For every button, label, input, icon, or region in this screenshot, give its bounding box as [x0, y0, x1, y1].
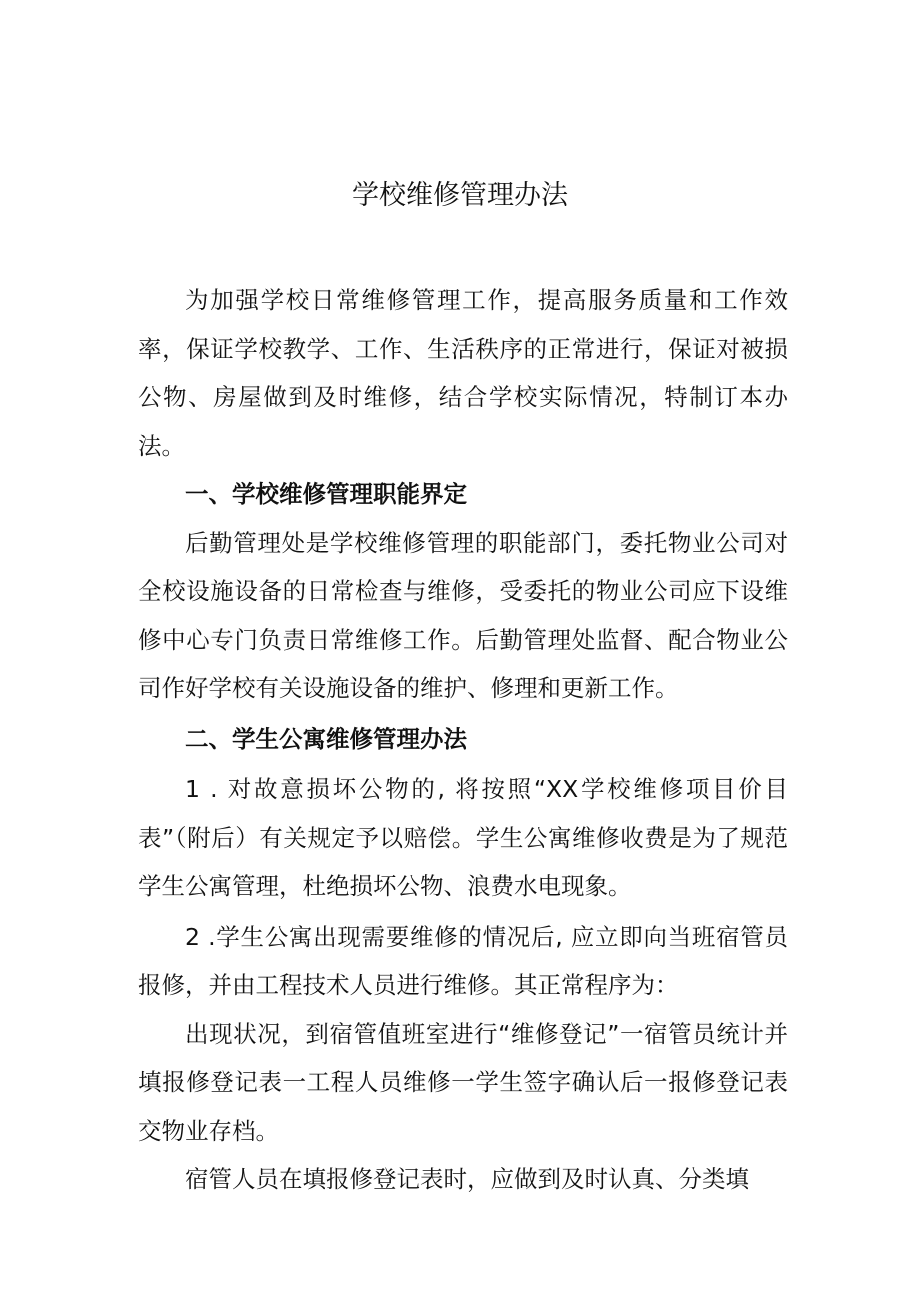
intro-paragraph: 为加强学校日常维修管理工作，提高服务质量和工作效率，保证学校教学、工作、生活秩序的正常进行，保证对被损公物、房屋做到及时维修，结合学校实际情况，特制订本办法。: [138, 286, 788, 460]
section-2-heading: 二、学生公寓维修管理办法: [185, 724, 467, 753]
final-paragraph: 宿管人员在填报修登记表时，应做到及时认真、分类填: [185, 1165, 749, 1193]
section-1-paragraph: 后勤管理处是学校维修管理的职能部门，委托物业公司对全校设施设备的日常检查与维修，受委托的物业公司应下设维修中心专门负责日常维修工作。后勤管理处监督、配合物业公司作好学校有关设施设备的维护、修理和更新工作。: [138, 528, 788, 702]
document-title: 学校维修管理办法: [352, 180, 568, 211]
document-body: [138, 276, 788, 1204]
section-1-heading: 一、学校维修管理职能界定: [185, 480, 467, 508]
procedure-paragraph: 出现状况，到宿管值班室进行“维修登记”一宿管员统计并填报修登记表一工程人员维修一学生签字确认后一报修登记表交物业存档。: [138, 1019, 788, 1145]
section-2-item-2: 2 .学生公寓出现需要维修的情况后, 应立即向当班宿管员报修，并由工程技术人员进行维修。其正常程序为：: [138, 922, 788, 999]
section-2-item-1: 1 . 对故意损坏公物的, 将按照“XX学校维修项目价目表”（附后）有关规定予以赔偿。学生公寓维修收费是为了规范学生公寓管理，杜绝损坏公物、浪费水电现象。: [138, 775, 788, 900]
